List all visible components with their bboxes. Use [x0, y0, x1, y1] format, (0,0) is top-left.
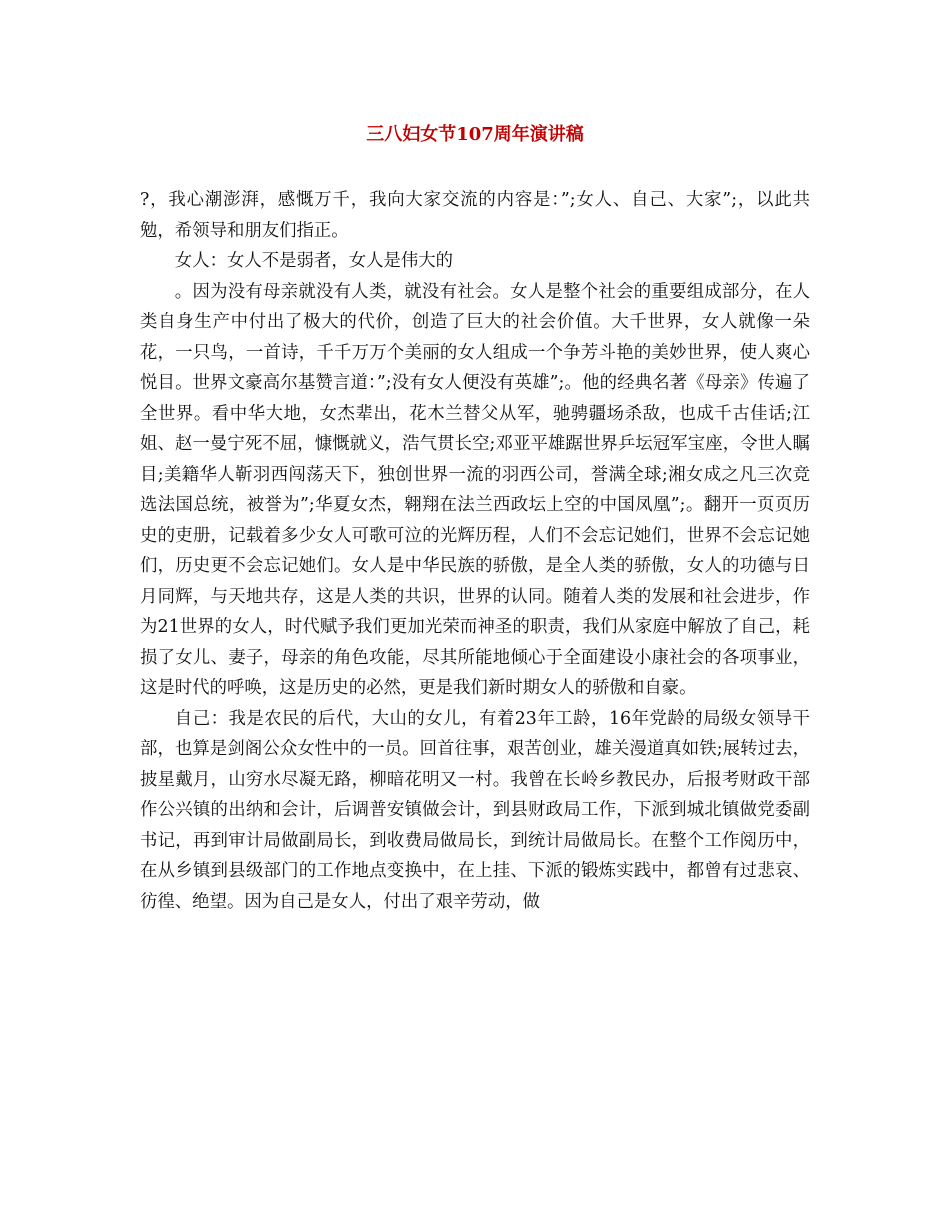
paragraph-intro: ?，我心潮澎湃，感慨万千，我向大家交流的内容是：”;女人、自己、大家”;，以此共勉，希领导和朋友们指正。 — [140, 190, 810, 241]
document-body — [140, 185, 810, 917]
paragraph-women-body: 。因为没有母亲就没有人类，就没有社会。女人是整个社会的重要组成部分，在人类自身生产中付出了极大的代价，创造了巨大的社会价值。大千世界，女人就像一朵花，一只鸟，一首诗，千千万万个美丽的女人组成一个争芳斗艳的美妙世界，使人爽心悦目。世界文豪高尔基赞言道：”;没有女人便没有英雄”;。他的经典名著《母亲》传遍了全世界。看中华大地，女杰辈出，花木兰替父从军，驰骋疆场杀敌，也成千古佳话;江姐、赵一曼宁死不屈，慷慨就义，浩气贯长空;邓亚平雄踞世界乒坛冠军宝座，令世人瞩目;美籍华人靳羽西闯荡天下，独创世界一流的羽西公司，誉满全球;湘女成之凡三次竞选法国总统，被誉为”;华夏女杰，翱翔在法兰西政坛上空的中国凤凰”;。翻开一页页历史的吏册，记载着多少女人可歌可泣的光辉历程，人们不会忘记她们，世界不会忘记她们，历史更不会忘记她们。女人是中华民族的骄傲，是全人类的骄傲，女人的功德与日月同辉，与天地共存，这是人类的共识，世界的认同。随着人类的发展和社会进步，作为21世界的女人，时代赋予我们更加光荣而神圣的职责，我们从家庭中解放了自己，耗损了女儿、妻子，母亲的角色攻能，尽其所能地倾心于全面建设小康社会的各项事业，这是时代的呼唤，这是历史的必然，更是我们新时期女人的骄傲和自豪。 — [140, 281, 810, 698]
document-title: 三八妇女节107周年演讲稿 — [366, 124, 584, 145]
paragraph-self: 自己：我是农民的后代，大山的女儿，有着23年工龄，16年党龄的局级女领导干部，也算是剑阁公众女性中的一员。回首往事，艰苦创业，雄关漫道真如铁;展转过去，披星戴月，山穷水尽凝无路，柳暗花明又一村。我曾在长岭乡教民办，后报考财政干部作公兴镇的出纳和会计，后调普安镇做会计，到县财政局工作，下派到城北镇做党委副书记，再到审计局做副局长，到收费局做局长，到统计局做局长。在整个工作阅历中，在从乡镇到县级部门的工作地点变换中，在上挂、下派的锻炼实践中，都曾有过悲哀、彷徨、绝望。因为自己是女人，付出了艰辛劳动，做 — [140, 708, 810, 912]
paragraph-women-heading: 女人：女人不是弱者，女人是伟大的 — [174, 251, 454, 271]
